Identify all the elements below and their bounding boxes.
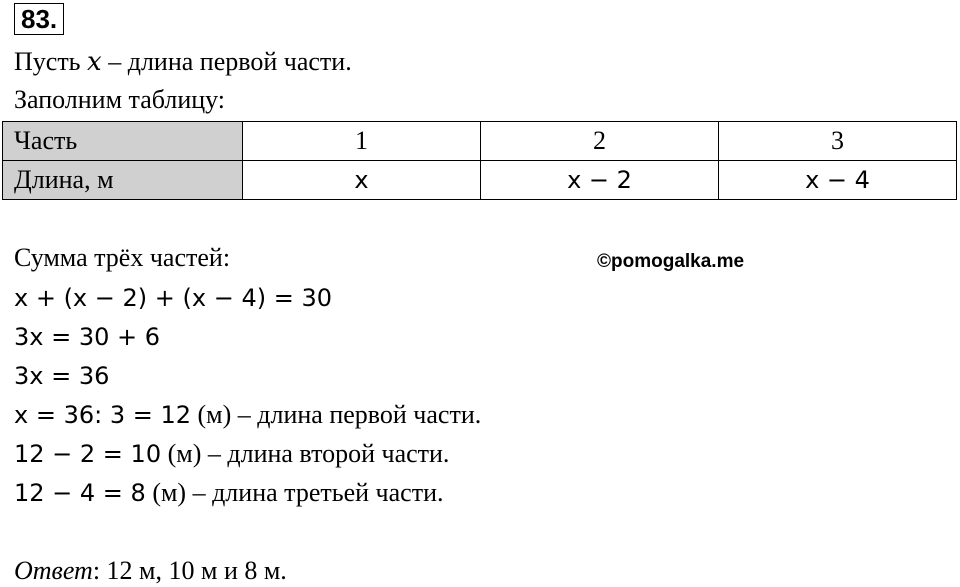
- equation-line: [14, 399, 481, 431]
- intro-let-line: [14, 46, 352, 78]
- parts-table: [2, 121, 957, 200]
- intro-let-suffix: – длина первой части.: [101, 47, 352, 76]
- table-header-length: Длина, м: [3, 161, 243, 200]
- sum-label: Сумма трёх частей:: [14, 243, 231, 272]
- table-cell: 3: [719, 122, 957, 161]
- table-cell: x − 2: [481, 161, 719, 200]
- table-cell: x − 4: [719, 161, 957, 200]
- table-cell: 2: [481, 122, 719, 161]
- answer-label: Ответ: [14, 556, 93, 585]
- equation-math: 12 − 4 = 8: [14, 479, 146, 507]
- table-cell: 1: [243, 122, 481, 161]
- equation-math: x = 36: 3 = 12: [14, 401, 191, 429]
- intro-let-prefix: Пусть: [14, 47, 88, 76]
- equation-math: x + (x − 2) + (x − 4) = 30: [14, 284, 332, 312]
- equation-math: 3x = 30 + 6: [14, 323, 161, 351]
- equation-math: 12 − 2 = 10: [14, 440, 162, 468]
- equation-line: [14, 438, 449, 470]
- fill-table-line: Заполним таблицу:: [14, 85, 226, 114]
- equation-text: (м) – длина второй части.: [161, 439, 450, 468]
- intro-variable: x: [87, 47, 102, 77]
- problem-number: 83.: [14, 3, 64, 35]
- watermark: ©pomogalka.me: [597, 251, 745, 272]
- table-row-lengths: [3, 161, 957, 200]
- answer-text: : 12 м, 10 м и 8 м.: [92, 556, 287, 585]
- equation-math: 3x = 36: [14, 362, 110, 390]
- equation-line: [14, 360, 109, 392]
- equation-text: (м) – длина третьей части.: [145, 478, 444, 507]
- table-row-parts: [3, 122, 957, 161]
- equation-line: [14, 282, 332, 314]
- equation-line: [14, 321, 160, 353]
- table-header-part: Часть: [3, 122, 243, 161]
- equation-line: [14, 477, 443, 509]
- answer-line: [14, 555, 287, 587]
- table-cell: x: [243, 161, 481, 200]
- equation-text: (м) – длина первой части.: [191, 400, 482, 429]
